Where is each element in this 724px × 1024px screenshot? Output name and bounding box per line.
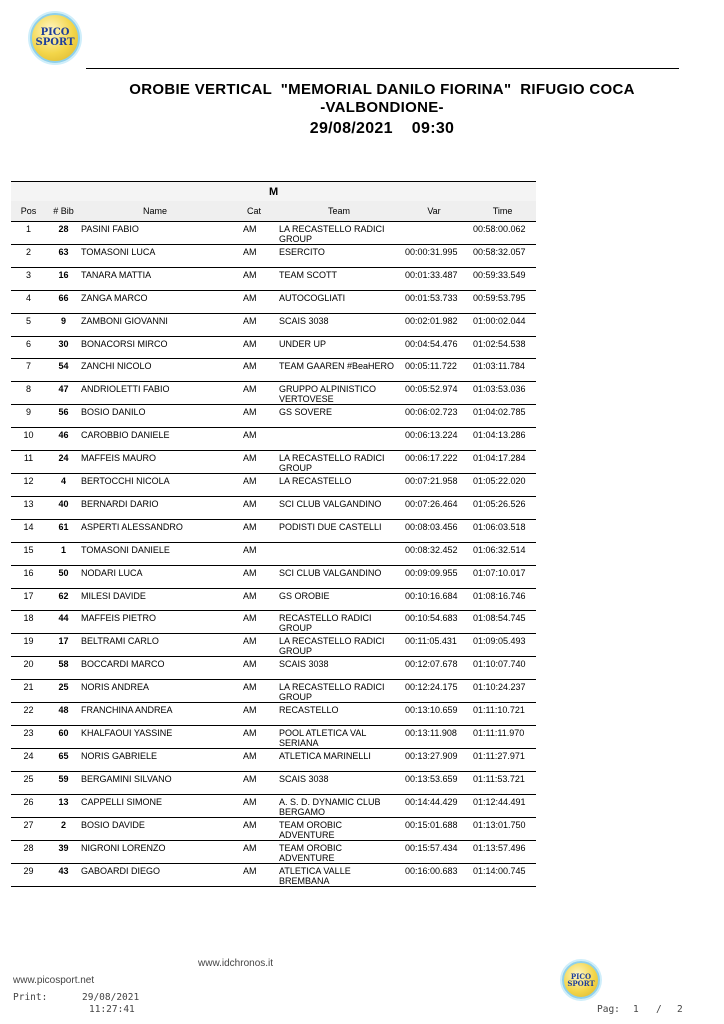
cell-name: MILESI DAVIDE [81, 588, 229, 611]
cell-cat: AM [229, 611, 279, 634]
cell-pos: 5 [11, 313, 46, 336]
cell-bib: 25 [46, 680, 81, 703]
cell-cat: AM [229, 267, 279, 290]
cell-bib: 59 [46, 772, 81, 795]
event-datetime: 29/08/2021 09:30 [309, 120, 455, 137]
cell-var: 00:12:24.175 [399, 680, 469, 703]
cell-bib: 66 [46, 290, 81, 313]
cell-name: BELTRAMI CARLO [81, 634, 229, 657]
cell-team: ATLETICA VALLE BREMBANA [279, 864, 399, 887]
cell-var: 00:14:44.429 [399, 795, 469, 818]
cell-name: CAROBBIO DANIELE [81, 428, 229, 451]
results-body [11, 222, 536, 887]
cell-time: 01:05:22.020 [469, 474, 536, 497]
cell-pos: 11 [11, 451, 46, 474]
cell-cat: AM [229, 359, 279, 382]
cell-name: TOMASONI LUCA [81, 245, 229, 268]
cell-time: 01:10:24.237 [469, 680, 536, 703]
cell-bib: 62 [46, 588, 81, 611]
cell-team: UNDER UP [279, 336, 399, 359]
cell-pos: 23 [11, 726, 46, 749]
cell-pos: 27 [11, 818, 46, 841]
cell-name: MAFFEIS PIETRO [81, 611, 229, 634]
cell-bib: 43 [46, 864, 81, 887]
cell-team: TEAM OROBIC ADVENTURE [279, 841, 399, 864]
cell-time: 01:11:27.971 [469, 749, 536, 772]
cell-cat: AM [229, 565, 279, 588]
table-row [11, 359, 536, 382]
page-total: 2 [677, 1004, 683, 1015]
cell-name: NORIS ANDREA [81, 680, 229, 703]
cell-pos: 4 [11, 290, 46, 313]
table-row [11, 680, 536, 703]
cell-bib: 44 [46, 611, 81, 634]
cell-cat: AM [229, 841, 279, 864]
table-row [11, 634, 536, 657]
cell-cat: AM [229, 749, 279, 772]
table-row [11, 818, 536, 841]
cell-time: 01:12:44.491 [469, 795, 536, 818]
cell-name: GABOARDI DIEGO [81, 864, 229, 887]
cell-var: 00:13:27.909 [399, 749, 469, 772]
table-row [11, 841, 536, 864]
cell-team: LA RECASTELLO RADICI GROUP [279, 634, 399, 657]
cell-bib: 60 [46, 726, 81, 749]
cell-var: 00:07:21.958 [399, 474, 469, 497]
cell-cat: AM [229, 519, 279, 542]
cell-cat: AM [229, 474, 279, 497]
col-header-name: Name [81, 201, 229, 222]
cell-cat: AM [229, 405, 279, 428]
cell-bib: 28 [46, 222, 81, 245]
table-row [11, 772, 536, 795]
cell-bib: 1 [46, 542, 81, 565]
cell-pos: 16 [11, 565, 46, 588]
cell-bib: 48 [46, 703, 81, 726]
cell-cat: AM [229, 428, 279, 451]
cell-team: ATLETICA MARINELLI [279, 749, 399, 772]
cell-name: BERTOCCHI NICOLA [81, 474, 229, 497]
cell-cat: AM [229, 382, 279, 405]
cell-team: LA RECASTELLO RADICI GROUP [279, 451, 399, 474]
cell-cat: AM [229, 542, 279, 565]
cell-var: 00:16:00.683 [399, 864, 469, 887]
cell-team: AUTOCOGLIATI [279, 290, 399, 313]
cell-name: MAFFEIS MAURO [81, 451, 229, 474]
cell-var: 00:13:53.659 [399, 772, 469, 795]
cell-pos: 19 [11, 634, 46, 657]
cell-time: 00:58:00.062 [469, 222, 536, 245]
cell-name: CAPPELLI SIMONE [81, 795, 229, 818]
header-divider [86, 68, 679, 69]
table-row [11, 864, 536, 887]
cell-time: 00:58:32.057 [469, 245, 536, 268]
cell-team: RECASTELLO RADICI GROUP [279, 611, 399, 634]
event-title: OROBIE VERTICAL "MEMORIAL DANILO FIORINA" RIFUGIO COCA [129, 81, 635, 98]
cell-team: LA RECASTELLO [279, 474, 399, 497]
cell-time: 01:00:02.044 [469, 313, 536, 336]
picosport-logo [30, 13, 80, 63]
cell-bib: 61 [46, 519, 81, 542]
cell-time: 01:03:11.784 [469, 359, 536, 382]
cell-var: 00:01:33.487 [399, 267, 469, 290]
results-table [11, 181, 536, 887]
cell-pos: 13 [11, 497, 46, 520]
cell-bib: 39 [46, 841, 81, 864]
table-row [11, 497, 536, 520]
cell-cat: AM [229, 772, 279, 795]
table-row [11, 565, 536, 588]
table-row [11, 795, 536, 818]
table-row [11, 222, 536, 245]
cell-pos: 22 [11, 703, 46, 726]
logo-text-line1: PICO [40, 27, 70, 38]
cell-time: 01:11:10.721 [469, 703, 536, 726]
cell-team: SCI CLUB VALGANDINO [279, 497, 399, 520]
cell-time: 01:14:00.745 [469, 864, 536, 887]
cell-pos: 17 [11, 588, 46, 611]
logo-small-text-line1: PICO [570, 972, 592, 981]
cell-name: BOCCARDI MARCO [81, 657, 229, 680]
cell-team: RECASTELLO [279, 703, 399, 726]
cell-time: 01:06:32.514 [469, 542, 536, 565]
cell-bib: 17 [46, 634, 81, 657]
cell-cat: AM [229, 864, 279, 887]
cell-time: 01:07:10.017 [469, 565, 536, 588]
cell-pos: 6 [11, 336, 46, 359]
cell-pos: 7 [11, 359, 46, 382]
cell-name: BOSIO DANILO [81, 405, 229, 428]
cell-var: 00:15:01.688 [399, 818, 469, 841]
cell-pos: 3 [11, 267, 46, 290]
cell-pos: 15 [11, 542, 46, 565]
cell-var: 00:08:03.456 [399, 519, 469, 542]
table-row [11, 657, 536, 680]
cell-team: LA RECASTELLO RADICI GROUP [279, 680, 399, 703]
cell-cat: AM [229, 245, 279, 268]
cell-cat: AM [229, 290, 279, 313]
cell-cat: AM [229, 451, 279, 474]
cell-cat: AM [229, 795, 279, 818]
cell-cat: AM [229, 497, 279, 520]
cell-pos: 26 [11, 795, 46, 818]
cell-time: 01:04:02.785 [469, 405, 536, 428]
table-row [11, 382, 536, 405]
table-row [11, 451, 536, 474]
table-row [11, 749, 536, 772]
cell-time: 00:59:33.549 [469, 267, 536, 290]
cell-name: BONACORSI MIRCO [81, 336, 229, 359]
table-row [11, 290, 536, 313]
logo-small-text-line2: SPORT [567, 979, 595, 988]
cell-time: 01:08:54.745 [469, 611, 536, 634]
cell-var [399, 222, 469, 245]
cell-name: BERNARDI DARIO [81, 497, 229, 520]
cell-cat: AM [229, 313, 279, 336]
cell-name: NIGRONI LORENZO [81, 841, 229, 864]
cell-name: ANDRIOLETTI FABIO [81, 382, 229, 405]
cell-bib: 40 [46, 497, 81, 520]
cell-cat: AM [229, 336, 279, 359]
cell-name: TANARA MATTIA [81, 267, 229, 290]
cell-team: POOL ATLETICA VAL SERIANA [279, 726, 399, 749]
cell-bib: 46 [46, 428, 81, 451]
cell-name: TOMASONI DANIELE [81, 542, 229, 565]
cell-time: 01:11:11.970 [469, 726, 536, 749]
cell-cat: AM [229, 818, 279, 841]
cell-name: FRANCHINA ANDREA [81, 703, 229, 726]
cell-var: 00:01:53.733 [399, 290, 469, 313]
cell-bib: 9 [46, 313, 81, 336]
cell-name: ZANCHI NICOLO [81, 359, 229, 382]
cell-team: SCI CLUB VALGANDINO [279, 565, 399, 588]
cell-pos: 1 [11, 222, 46, 245]
page-current: 1 [633, 1004, 639, 1015]
category-group-header [11, 182, 536, 202]
cell-name: ZAMBONI GIOVANNI [81, 313, 229, 336]
cell-time: 01:13:57.496 [469, 841, 536, 864]
cell-time: 01:04:13.286 [469, 428, 536, 451]
cell-var: 00:11:05.431 [399, 634, 469, 657]
col-header-pos: Pos [11, 201, 46, 222]
cell-pos: 12 [11, 474, 46, 497]
cell-team: A. S. D. DYNAMIC CLUB BERGAMO [279, 795, 399, 818]
cell-team: TEAM GAAREN #BeaHERO [279, 359, 399, 382]
cell-team: GS OROBIE [279, 588, 399, 611]
cell-cat: AM [229, 657, 279, 680]
cell-cat: AM [229, 726, 279, 749]
cell-var: 00:12:07.678 [399, 657, 469, 680]
cell-cat: AM [229, 680, 279, 703]
category-group-label: M [11, 182, 536, 202]
cell-time: 01:05:26.526 [469, 497, 536, 520]
cell-team: GS SOVERE [279, 405, 399, 428]
cell-bib: 16 [46, 267, 81, 290]
cell-pos: 10 [11, 428, 46, 451]
cell-var: 00:10:16.684 [399, 588, 469, 611]
cell-pos: 9 [11, 405, 46, 428]
cell-name: ZANGA MARCO [81, 290, 229, 313]
cell-team: SCAIS 3038 [279, 657, 399, 680]
cell-time: 01:02:54.538 [469, 336, 536, 359]
cell-pos: 14 [11, 519, 46, 542]
col-header-var: Var [399, 201, 469, 222]
cell-pos: 21 [11, 680, 46, 703]
cell-time: 01:08:16.746 [469, 588, 536, 611]
cell-bib: 24 [46, 451, 81, 474]
cell-team: ESERCITO [279, 245, 399, 268]
cell-var: 00:05:11.722 [399, 359, 469, 382]
cell-cat: AM [229, 634, 279, 657]
col-header-bib: # Bib [46, 201, 81, 222]
cell-name: BERGAMINI SILVANO [81, 772, 229, 795]
cell-time: 01:03:53.036 [469, 382, 536, 405]
cell-time: 01:10:07.740 [469, 657, 536, 680]
cell-team: SCAIS 3038 [279, 772, 399, 795]
cell-bib: 50 [46, 565, 81, 588]
cell-team: SCAIS 3038 [279, 313, 399, 336]
table-row [11, 726, 536, 749]
cell-var: 00:08:32.452 [399, 542, 469, 565]
cell-team: LA RECASTELLO RADICI GROUP [279, 222, 399, 245]
col-header-team: Team [279, 201, 399, 222]
cell-name: NORIS GABRIELE [81, 749, 229, 772]
table-row [11, 703, 536, 726]
table-row [11, 428, 536, 451]
cell-var: 00:09:09.955 [399, 565, 469, 588]
cell-time: 01:04:17.284 [469, 451, 536, 474]
print-time: 11:27:41 [89, 1004, 135, 1015]
cell-var: 00:02:01.982 [399, 313, 469, 336]
table-row [11, 611, 536, 634]
cell-time: 01:13:01.750 [469, 818, 536, 841]
table-row [11, 405, 536, 428]
print-date: 29/08/2021 [82, 992, 140, 1003]
col-header-cat: Cat [229, 201, 279, 222]
cell-pos: 24 [11, 749, 46, 772]
cell-name: PASINI FABIO [81, 222, 229, 245]
cell-team: TEAM SCOTT [279, 267, 399, 290]
table-row [11, 588, 536, 611]
cell-bib: 13 [46, 795, 81, 818]
cell-cat: AM [229, 222, 279, 245]
cell-pos: 18 [11, 611, 46, 634]
cell-team [279, 542, 399, 565]
cell-bib: 54 [46, 359, 81, 382]
picosport-logo-small [562, 961, 600, 999]
table-row [11, 519, 536, 542]
cell-time: 01:06:03.518 [469, 519, 536, 542]
cell-var: 00:06:13.224 [399, 428, 469, 451]
cell-bib: 63 [46, 245, 81, 268]
logo-text-line2: SPORT [35, 37, 75, 48]
cell-pos: 8 [11, 382, 46, 405]
cell-bib: 58 [46, 657, 81, 680]
cell-name: KHALFAOUI YASSINE [81, 726, 229, 749]
table-row [11, 336, 536, 359]
cell-name: ASPERTI ALESSANDRO [81, 519, 229, 542]
picosport-url: www.picosport.net [13, 975, 95, 986]
cell-pos: 20 [11, 657, 46, 680]
cell-cat: AM [229, 703, 279, 726]
cell-name: NODARI LUCA [81, 565, 229, 588]
cell-var: 00:06:02.723 [399, 405, 469, 428]
cell-var: 00:13:11.908 [399, 726, 469, 749]
cell-var: 00:15:57.434 [399, 841, 469, 864]
cell-pos: 28 [11, 841, 46, 864]
cell-bib: 47 [46, 382, 81, 405]
cell-time: 01:09:05.493 [469, 634, 536, 657]
table-row [11, 313, 536, 336]
idchronos-url: www.idchronos.it [198, 958, 274, 969]
table-row [11, 245, 536, 268]
column-header-row [11, 201, 536, 222]
cell-var: 00:00:31.995 [399, 245, 469, 268]
cell-bib: 30 [46, 336, 81, 359]
cell-cat: AM [229, 588, 279, 611]
cell-bib: 65 [46, 749, 81, 772]
cell-bib: 56 [46, 405, 81, 428]
cell-name: BOSIO DAVIDE [81, 818, 229, 841]
cell-bib: 4 [46, 474, 81, 497]
cell-team: TEAM OROBIC ADVENTURE [279, 818, 399, 841]
event-location: -VALBONDIONE- [320, 99, 444, 116]
table-row [11, 542, 536, 565]
col-header-time: Time [469, 201, 536, 222]
cell-var: 00:06:17.222 [399, 451, 469, 474]
page-label: Pag: [597, 1004, 620, 1015]
cell-pos: 25 [11, 772, 46, 795]
cell-team: GRUPPO ALPINISTICO VERTOVESE [279, 382, 399, 405]
cell-team [279, 428, 399, 451]
page-separator: / [656, 1004, 662, 1015]
cell-var: 00:05:52.974 [399, 382, 469, 405]
cell-time: 01:11:53.721 [469, 772, 536, 795]
cell-pos: 29 [11, 864, 46, 887]
cell-bib: 2 [46, 818, 81, 841]
table-row [11, 474, 536, 497]
cell-var: 00:07:26.464 [399, 497, 469, 520]
table-row [11, 267, 536, 290]
cell-pos: 2 [11, 245, 46, 268]
cell-var: 00:04:54.476 [399, 336, 469, 359]
print-label: Print: [13, 992, 48, 1003]
cell-var: 00:10:54.683 [399, 611, 469, 634]
cell-time: 00:59:53.795 [469, 290, 536, 313]
cell-var: 00:13:10.659 [399, 703, 469, 726]
cell-team: PODISTI DUE CASTELLI [279, 519, 399, 542]
